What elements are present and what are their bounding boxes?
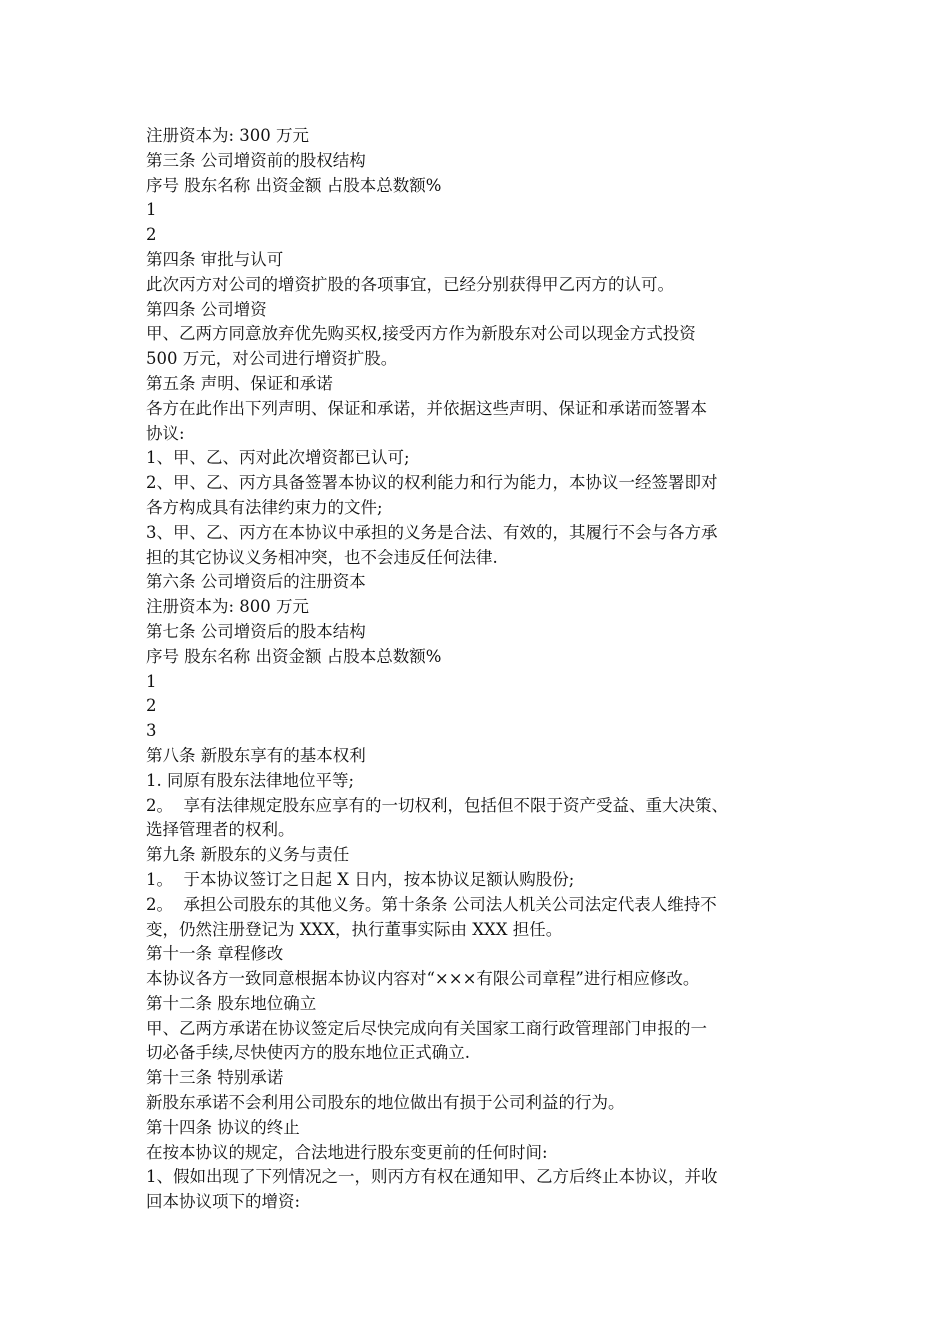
text-line: 各方在此作出下列声明、保证和承诺，并依据这些声明、保证和承诺而签署本 — [146, 398, 707, 418]
text-line: 变，仍然注册登记为 XXX，执行董事实际由 XXX 担任。 — [146, 919, 563, 939]
table-header-before: 序号 股东名称 出资金额 占股本总数额% — [146, 175, 442, 195]
heading-article-4-capital-increase: 第四条 公司增资 — [146, 299, 267, 319]
text-line: 新股东承诺不会利用公司股东的地位做出有损于公司利益的行为。 — [146, 1093, 625, 1113]
document-body — [146, 124, 826, 1215]
text-line: 协议: — [146, 423, 185, 443]
list-item: 1、甲、乙、丙对此次增资都已认可; — [146, 448, 410, 468]
heading-article-6: 第六条 公司增资后的注册资本 — [146, 572, 366, 592]
list-item: 3、甲、乙、丙方在本协议中承担的义务是合法、有效的，其履行不会与各方承 — [146, 522, 718, 542]
table-row-number: 2 — [146, 225, 157, 245]
heading-article-4-approval: 第四条 审批与认可 — [146, 249, 284, 269]
text-line: 本协议各方一致同意根据本协议内容对“×××有限公司章程”进行相应修改。 — [146, 969, 700, 989]
heading-article-7: 第七条 公司增资后的股本结构 — [146, 621, 366, 641]
heading-article-5: 第五条 声明、保证和承诺 — [146, 373, 333, 393]
text-line: 在按本协议的规定，合法地进行股东变更前的任何时间: — [146, 1142, 548, 1162]
text-line-registered-capital-after: 注册资本为: 800 万元 — [146, 597, 310, 617]
text-line: 500 万元，对公司进行增资扩股。 — [146, 349, 398, 369]
text-line: 回本协议项下的增资: — [146, 1192, 301, 1212]
heading-article-11: 第十一条 章程修改 — [146, 944, 284, 964]
list-item: 1. 同原有股东法律地位平等; — [146, 770, 355, 790]
table-row-number: 3 — [146, 721, 157, 741]
heading-article-3: 第三条 公司增资前的股权结构 — [146, 150, 366, 170]
list-item: 1、假如出现了下列情况之一，则丙方有权在通知甲、乙方后终止本协议，并收 — [146, 1167, 718, 1187]
heading-article-14: 第十四条 协议的终止 — [146, 1117, 300, 1137]
list-item: 2。 享有法律规定股东应享有的一切权利，包括但不限于资产受益、重大决策、 — [146, 795, 728, 815]
table-header-after: 序号 股东名称 出资金额 占股本总数额% — [146, 646, 442, 666]
heading-article-12: 第十二条 股东地位确立 — [146, 993, 317, 1013]
text-line-registered-capital-before: 注册资本为: 300 万元 — [146, 126, 310, 145]
text-line: 切必备手续,尽快使丙方的股东地位正式确立. — [146, 1043, 470, 1063]
text-line: 甲、乙两方承诺在协议签定后尽快完成向有关国家工商行政管理部门申报的一 — [146, 1018, 707, 1038]
text-line: 选择管理者的权利。 — [146, 820, 295, 840]
table-row-number: 2 — [146, 696, 157, 716]
heading-article-9: 第九条 新股东的义务与责任 — [146, 845, 350, 865]
list-item: 2。 承担公司股东的其他义务。第十条条 公司法人机关公司法定代表人维持不 — [146, 894, 717, 914]
text-line: 各方构成具有法律约束力的文件; — [146, 497, 383, 517]
list-item: 2、甲、乙、丙方具备签署本协议的权利能力和行为能力，本协议一经签署即对 — [146, 473, 718, 493]
text-line: 担的其它协议义务相冲突，也不会违反任何法律. — [146, 547, 498, 567]
heading-article-8: 第八条 新股东享有的基本权利 — [146, 745, 366, 765]
table-row-number: 1 — [146, 671, 157, 691]
text-line: 此次丙方对公司的增资扩股的各项事宜，已经分别获得甲乙丙方的认可。 — [146, 274, 674, 294]
table-row-number: 1 — [146, 200, 157, 220]
list-item: 1。 于本协议签订之日起 X 日内，按本协议足额认购股份; — [146, 869, 575, 889]
heading-article-13: 第十三条 特别承诺 — [146, 1068, 284, 1088]
text-line: 甲、乙两方同意放弃优先购买权,接受丙方作为新股东对公司以现金方式投资 — [146, 324, 696, 344]
